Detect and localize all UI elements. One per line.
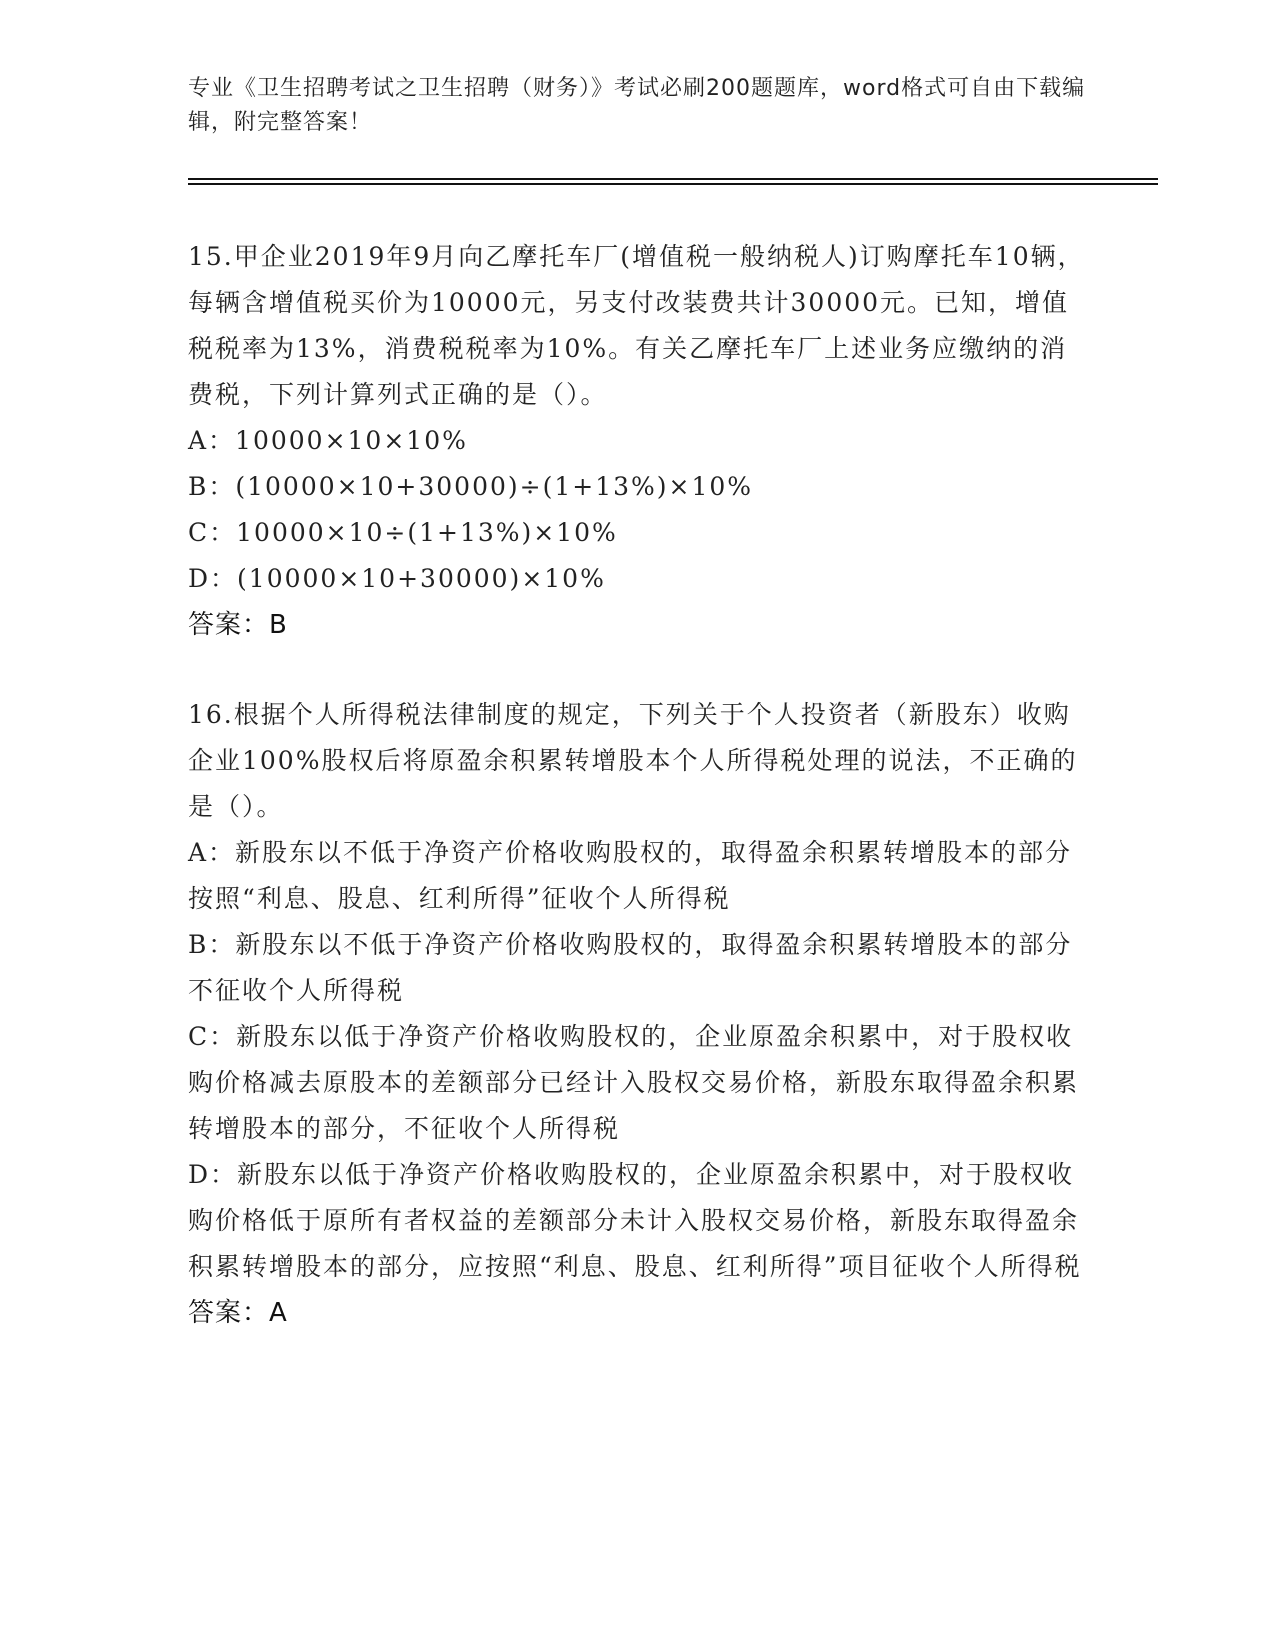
option-d: D：(10000×10+30000)×10% (188, 564, 606, 593)
option-a: A：10000×10×10% (188, 426, 468, 455)
question-16 (188, 692, 1088, 1336)
option-c: C：10000×10÷(1+13%)×10% (188, 518, 618, 547)
question-15 (188, 234, 1088, 648)
option-d: D：新股东以低于净资产价格收购股权的，企业原盈余积累中，对于股权收购价格低于原所有者权益的差额部分未计入股权交易价格，新股东取得盈余积累转增股本的部分，应按照“利息、股息、红利所得”项目征收个人所得税 (188, 1160, 1082, 1281)
option-c: C：新股东以低于净资产价格收购股权的，企业原盈余积累中，对于股权收购价格减去原股本的差额部分已经计入股权交易价格，新股东取得盈余积累转增股本的部分，不征收个人所得税 (188, 1022, 1080, 1143)
header-divider-bottom (188, 183, 1158, 185)
question-stem: 16.根据个人所得税法律制度的规定，下列关于个人投资者（新股东）收购企业100%股权后将原盈余积累转增股本个人所得税处理的说法，不正确的是（）。 (188, 700, 1078, 821)
header-divider-top (188, 178, 1158, 180)
option-b: B：新股东以不低于净资产价格收购股权的，取得盈余积累转增股本的部分不征收个人所得税 (188, 930, 1073, 1005)
answer-line: 答案：B (188, 610, 288, 640)
question-stem: 15.甲企业2019年9月向乙摩托车厂(增值税一般纳税人)订购摩托车10辆，每辆含增值税买价为10000元，另支付改装费共计30000元。已知，增值税税率为13%，消费税税率为10%。有关乙摩托车厂上述业务应缴纳的消费税，下列计算列式正确的是（）。 (188, 242, 1085, 409)
document-header: 专业《卫生招聘考试之卫生招聘（财务）》考试必刷200题题库，word格式可自由下载编辑，附完整答案！ (188, 76, 1086, 135)
answer-line: 答案：A (188, 1298, 288, 1328)
option-a: A：新股东以不低于净资产价格收购股权的，取得盈余积累转增股本的部分按照“利息、股息、红利所得”征收个人所得税 (188, 838, 1073, 913)
option-b: B：(10000×10+30000)÷(1+13%)×10% (188, 472, 754, 501)
